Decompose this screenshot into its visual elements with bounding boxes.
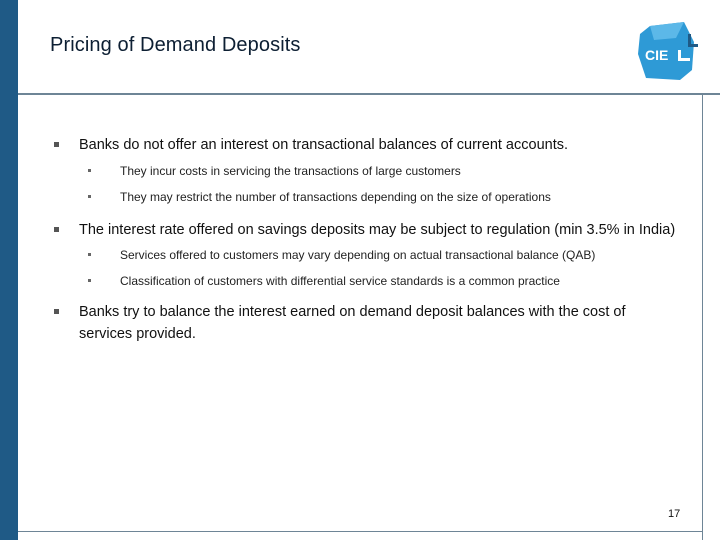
bullet-text: The interest rate offered on savings deposits may be subject to regulation (min 3.5% in India): [79, 222, 676, 238]
frame-bottom-border: [18, 531, 703, 532]
sub-bullet-icon: [88, 279, 91, 282]
page-number: 17: [668, 508, 681, 520]
bullet-text: Banks do not offer an interest on transactional balances of current accounts.: [79, 137, 568, 153]
sub-bullet-item: [50, 189, 680, 205]
sub-bullet-item: [50, 163, 680, 179]
sub-bullet-text: Classification of customers with differential service standards is a common practice: [120, 274, 560, 288]
bullet-item: [50, 134, 680, 156]
bullet-icon: [54, 309, 59, 314]
bullet-icon: [54, 227, 59, 232]
sub-bullet-item: [50, 273, 680, 289]
bullet-icon: [54, 142, 59, 147]
sub-bullet-text: They incur costs in servicing the transactions of large customers: [120, 164, 461, 178]
slide-title: Pricing of Demand Deposits: [50, 34, 301, 56]
slide-content: [50, 134, 680, 345]
bullet-text: Banks try to balance the interest earned on demand deposit balances with the cost of services provided.: [79, 304, 626, 342]
left-accent-stripe: [0, 0, 18, 540]
sub-bullet-text: They may restrict the number of transactions depending on the size of operations: [120, 190, 551, 204]
ciel-logo-icon: [636, 20, 698, 82]
sub-bullet-icon: [88, 253, 91, 256]
sub-bullet-icon: [88, 169, 91, 172]
bullet-item: [50, 301, 680, 345]
sub-bullet-text: Services offered to customers may vary depending on actual transactional balance (QAB): [120, 248, 596, 262]
frame-right-border: [702, 95, 703, 540]
sub-bullet-icon: [88, 195, 91, 198]
header-divider: [18, 93, 720, 95]
bullet-item: [50, 219, 680, 241]
sub-bullet-item: [50, 247, 680, 263]
svg-text:CIE: CIE: [645, 47, 669, 63]
